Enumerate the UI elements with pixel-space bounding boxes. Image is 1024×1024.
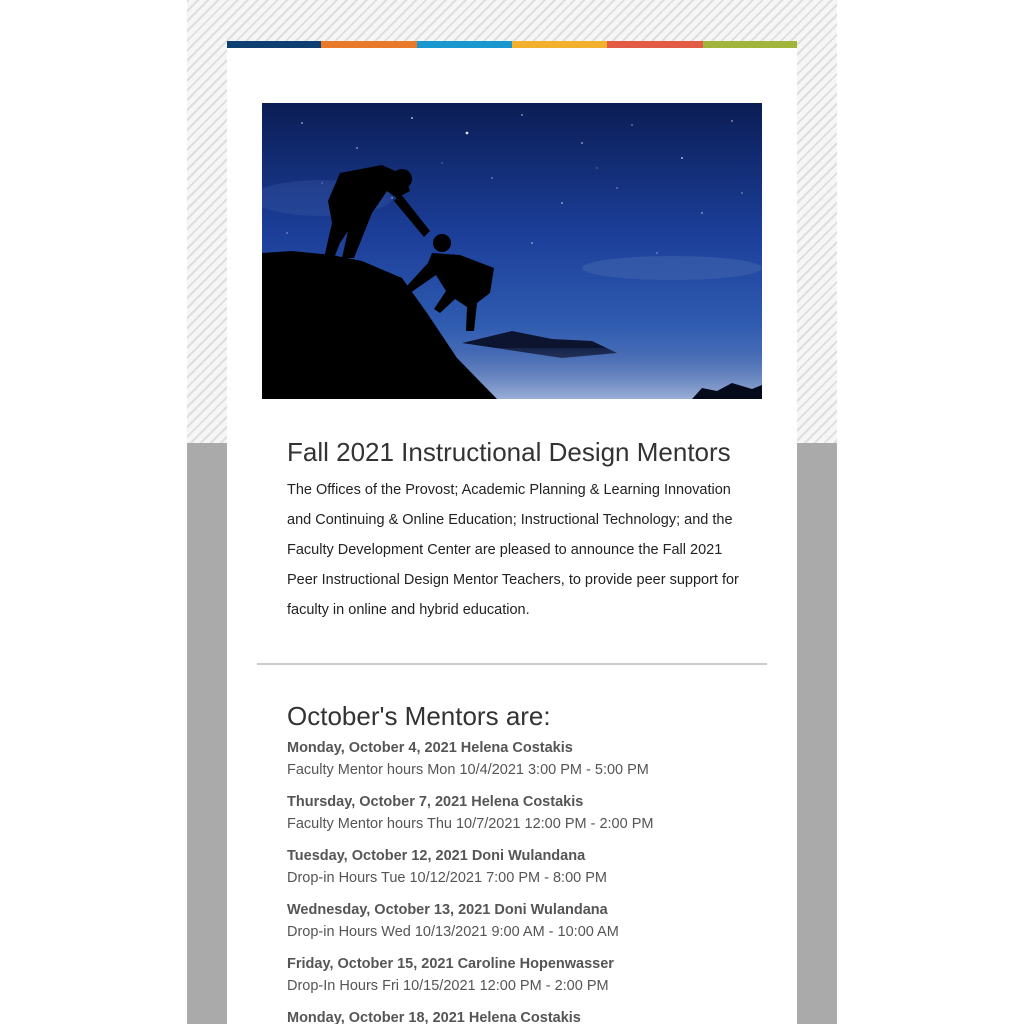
intro-section [287,435,747,625]
mentor-date: Tuesday, October 12, 2021 Doni Wulandana [287,848,586,864]
page-title: Fall 2021 Instructional Design Mentors [287,437,731,467]
mentor-hours: Drop-In Hours Fri 10/15/2021 12:00 PM - 2:00 PM [287,978,609,994]
mentor-hours: Drop-in Hours Wed 10/13/2021 9:00 AM - 10:00 AM [287,924,619,940]
intro-paragraph: The Offices of the Provost; Academic Planning & Learning Innovation and Continuing & Online Education; Instructional Technology; and the Faculty Development Center are pleased to announce the Fall 2021 Peer Instructional Design Mentor Teachers, to provide peer support for faculty in online and hybrid education. [287,482,739,618]
section-divider [257,663,767,665]
color-stripe [703,41,797,48]
night-sky-climbers-image [262,103,762,399]
color-stripe [227,41,321,48]
mentor-hours: Drop-in Hours Tue 10/12/2021 7:00 PM - 8:00 PM [287,870,607,886]
email-card [227,41,797,1024]
mentor-list-item [287,845,767,889]
mentor-date: Thursday, October 7, 2021 Helena Costakis [287,794,584,810]
mentor-list-item [287,791,767,835]
mentor-list-item [287,899,767,943]
color-stripe [607,41,702,48]
mentor-hours: Faculty Mentor hours Thu 10/7/2021 12:00 PM - 2:00 PM [287,816,654,832]
mentor-date: Monday, October 4, 2021 Helena Costakis [287,740,573,756]
mentor-list-item [287,953,767,997]
mentor-date: Friday, October 15, 2021 Caroline Hopenwasser [287,956,614,972]
mentor-date: Monday, October 18, 2021 Helena Costakis [287,1010,581,1024]
mentors-heading: October's Mentors are: [287,701,551,731]
mentor-date: Wednesday, October 13, 2021 Doni Wulandana [287,902,608,918]
mentor-list-item [287,1007,767,1024]
email-background [187,0,837,1024]
mentors-section [287,699,767,1024]
color-stripe [512,41,607,48]
color-stripe-bar [227,41,797,48]
mentor-hours: Faculty Mentor hours Mon 10/4/2021 3:00 PM - 5:00 PM [287,762,649,778]
hero-image [262,103,762,399]
color-stripe [417,41,512,48]
mentor-list-item [287,737,767,781]
color-stripe [321,41,416,48]
